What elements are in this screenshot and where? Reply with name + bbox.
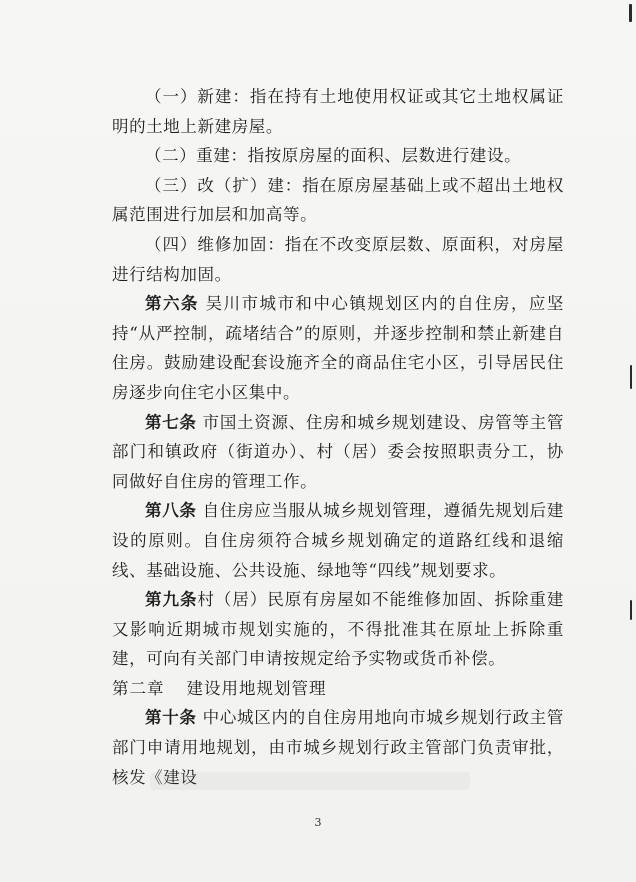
document-body <box>112 82 564 792</box>
article-9: 第九条村（居）民原有房屋如不能维修加固、拆除重建又影响近期城市规划实施的，不得批准其在原址上拆除重建，可向有关部门申请按规定给予实物或货币补偿。 <box>112 590 564 669</box>
paragraph-renovate: （三）改（扩）建：指在原房屋基础上或不超出土地权属范围进行加层和加高等。 <box>112 175 564 225</box>
article-7-heading: 第七条 <box>145 412 197 432</box>
paragraph-reinforce: （四）维修加固：指在不改变原层数、原面积，对房屋进行结构加固。 <box>112 234 564 284</box>
bleed-through-shadow <box>150 772 470 790</box>
article-8: 第八条 自住房应当服从城乡规划管理，遵循先规划后建设的原则。自住房须符合城乡规划确定的道路红线和退缩线、基础设施、公共设施、绿地等“四线”规划要求。 <box>112 501 564 580</box>
article-10-heading: 第十条 <box>145 708 197 728</box>
scan-edge-mark <box>630 600 632 620</box>
article-8-heading: 第八条 <box>145 501 197 521</box>
chapter-title: 建设用地规划管理 <box>186 678 327 698</box>
article-7: 第七条 市国土资源、住房和城乡规划建设、房管等主管部门和镇政府（街道办）、村（居）委会按照职责分工，协同做好自住房的管理工作。 <box>112 412 564 491</box>
article-10: 第十条 中心城区内的自住房用地向市城乡规划行政主管部门申请用地规划，由市城乡规划行政主管部门负责审批，核发《建设 <box>112 708 564 787</box>
paragraph-rebuild: （二）重建：指按原房屋的面积、层数进行建设。 <box>145 146 522 166</box>
chapter-number: 第二章 <box>112 678 165 698</box>
scan-edge-mark <box>630 365 632 389</box>
scan-edge-mark <box>629 4 632 22</box>
paragraph-new-build: （一）新建：指在持有土地使用权证或其它土地权属证明的土地上新建房屋。 <box>112 87 564 136</box>
article-9-heading: 第九条 <box>145 590 198 610</box>
article-6-heading: 第六条 <box>145 294 199 314</box>
chapter-heading <box>112 674 564 704</box>
page-number: 3 <box>314 816 322 829</box>
article-6: 第六条 吴川市城市和中心镇规划区内的自住房，应坚持“从严控制，疏堵结合”的原则，并逐步控制和禁止新建自住房。鼓励建设配套设施齐全的商品住宅小区，引导居民住房逐步向住宅小区集中。 <box>112 294 564 402</box>
